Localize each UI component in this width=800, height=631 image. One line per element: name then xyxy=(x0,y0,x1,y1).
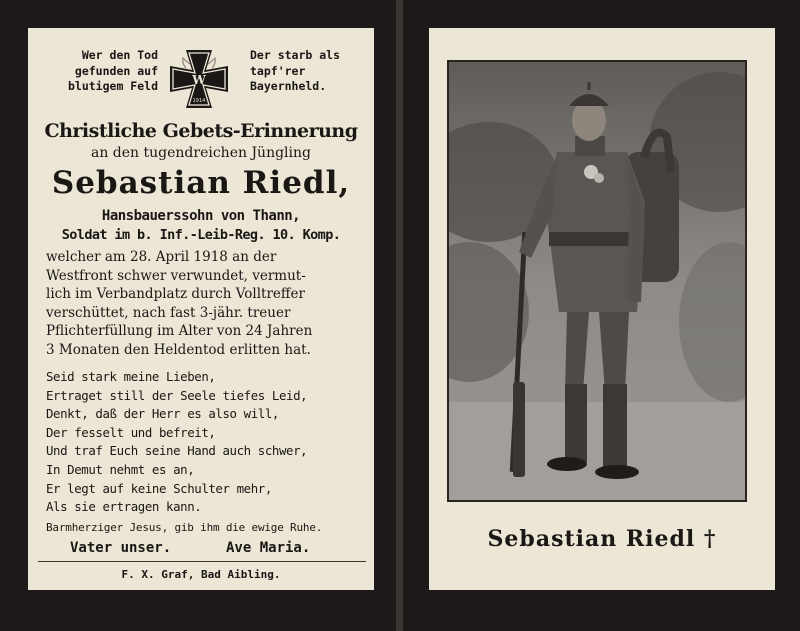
rank-line: Soldat im b. Inf.-Leib-Reg. 10. Komp. xyxy=(61,227,341,243)
printer-credit: F. X. Graf, Bad Aibling. xyxy=(121,568,281,581)
verse-line: Der fesselt und befreit, xyxy=(46,424,216,440)
left-paper xyxy=(28,28,374,590)
prayer-vater-unser: Vater unser. xyxy=(70,540,172,556)
closing-prayer: Barmherziger Jesus, gib ihm die ewige Ruhe. xyxy=(46,521,323,534)
top-right-line: tapf'rer xyxy=(250,63,306,78)
top-right-line: Bayernheld. xyxy=(250,79,327,93)
paragraph-line: welcher am 28. April 1918 an der xyxy=(46,249,277,265)
verse-line: Als sie ertragen kann. xyxy=(46,499,202,515)
verse-line: Und traf Euch seine Hand auch schwer, xyxy=(46,443,308,459)
verse-line: Denkt, daß der Herr es also will, xyxy=(46,406,279,422)
verse-line: Seid stark meine Lieben, xyxy=(46,369,216,384)
paragraph-line: Westfront schwer verwundet, vermut- xyxy=(46,267,306,284)
divider xyxy=(38,561,366,562)
top-left-line: gefunden auf xyxy=(74,63,158,78)
top-right-line: Der starb als xyxy=(250,48,341,62)
cross-letter: W xyxy=(192,73,206,87)
verse-line: In Demut nehmt es an, xyxy=(46,461,195,477)
subheading: an den tugendreichen Jüngling xyxy=(90,145,311,161)
iron-cross-icon xyxy=(166,46,232,112)
top-left-line: Wer den Tod xyxy=(81,48,158,62)
photo-caption-name: Sebastian Riedl † xyxy=(487,526,717,552)
paragraph-line: 3 Monaten den Heldentod erlitten hat. xyxy=(46,341,311,358)
biography-paragraph xyxy=(46,248,364,360)
right-card xyxy=(403,0,800,631)
paragraph-line: lich im Verbandplatz durch Volltreffer xyxy=(46,286,305,303)
prayer-ave-maria: Ave Maria. xyxy=(226,540,311,556)
top-left-line: blutigem Feld xyxy=(67,79,158,93)
paragraph-line: verschüttet, nach fast 3-jähr. treuer xyxy=(46,304,291,321)
header-row xyxy=(28,46,374,116)
deceased-name: Sebastian Riedl, xyxy=(51,165,351,201)
origin-line: Hansbauerssohn von Thann, xyxy=(101,208,301,224)
right-paper xyxy=(429,28,775,590)
top-right-verse xyxy=(250,48,360,95)
left-card xyxy=(0,0,397,631)
memorial-verse xyxy=(46,368,364,517)
soldier-photo xyxy=(447,60,747,502)
verse-line: Er legt auf keine Schulter mehr, xyxy=(46,480,272,496)
prayer-heading: Christliche Gebets-Erinnerung xyxy=(44,120,358,142)
cross-year: 1914 xyxy=(192,98,206,104)
top-left-verse xyxy=(50,48,158,95)
paragraph-line: Pflichterfüllung im Alter von 24 Jahren xyxy=(46,323,313,340)
soldier-portrait-image xyxy=(449,62,745,500)
verse-line: Ertraget still der Seele tiefes Leid, xyxy=(46,387,308,403)
